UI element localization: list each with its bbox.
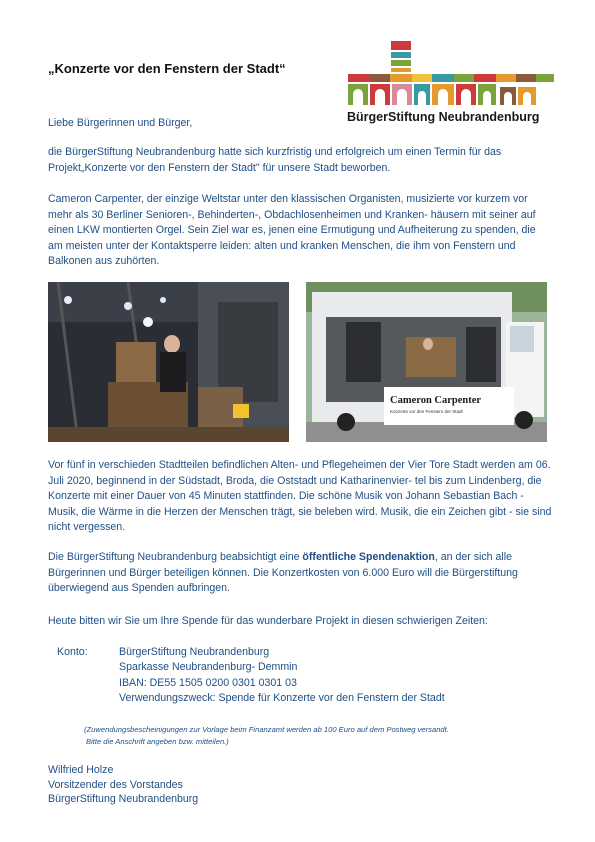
receipt-note: [84, 724, 554, 748]
account-label: Konto:: [57, 646, 88, 658]
photo-organist-stage: [48, 282, 289, 442]
donation-text-start: Die BürgerStiftung Neubrandenburg beabsichtigt eine: [48, 551, 303, 563]
logo-wordmark: BürgerStiftung Neubrandenburg: [347, 110, 540, 124]
signer-org: BürgerStiftung Neubrandenburg: [48, 793, 199, 806]
photo-organ-truck: [306, 282, 547, 442]
account-holder: BürgerStiftung Neubrandenburg: [119, 646, 270, 658]
donation-text-end: , an der sich alle Bürgerinnen und Bürger beteiligen können. Die Konzertkosten von 6.000 Euro will die Bürgerstiftung überwiegend aus Spenden aufbringen.: [48, 551, 518, 595]
receipt-note-line1: (Zuwendungsbescheinigungen zur Vorlage beim Finanzamt werden ab 100 Euro auf dem Postweg versandt.: [84, 725, 449, 734]
salutation: Liebe Bürgerinnen und Bürger,: [48, 117, 193, 129]
signer-role: Vorsitzender des Vorstandes: [48, 778, 183, 791]
signer-name: Wilfried Holze: [48, 764, 114, 776]
paragraph-concerts: Vor fünf in verschieden Stadtteilen befindlichen Alten- und Pflegeheimen der Vier Tore Stadt werden am 06. Juli 2020, beginnend in der Südstadt, Broda, die Oststadt und Katharinenvier- tel bis zum Lindenberg, die Konzerte mit einer Dauer von 45 Minuten stattfinden. Die schöne Musik von Johann Sebastian Bach - Musik, die Wärme in die Herzen der Menschen trägt, sie beleben wird. Musik, die ein Zeichen gibt - sie sind nicht vergessen.: [48, 459, 552, 534]
account-purpose: Verwendungszweck: Spende für Konzerte vor den Fenstern der Stadt: [119, 692, 445, 705]
paragraph-appeal: Heute bitten wir Sie um Ihre Spende für das wunderbare Projekt in diesen schwierigen Zeiten:: [48, 615, 488, 627]
banner-title: Cameron Carpenter: [390, 395, 482, 406]
signature-block: [48, 763, 198, 807]
paragraph-intro: die BürgerStiftung Neubrandenburg hatte sich kurzfristig und erfolgreich um einen Termin für das Projekt„Konzerte vor den Fenstern der Stadt" für unsere Stadt beworben.: [48, 146, 502, 174]
document-title: „Konzerte vor den Fenstern der Stadt“: [48, 61, 286, 76]
receipt-note-line2: Bitte die Anschrift angeben bzw. mitteilen.): [86, 737, 229, 746]
donation-highlight: öffentliche Spendenaktion: [302, 551, 435, 563]
banner-subtitle: Konzerte vor den Fenstern der Stadt: [390, 409, 463, 414]
paragraph-donation: [48, 550, 553, 597]
paragraph-carpenter: Cameron Carpenter, der einzige Weltstar unter den klassischen Organisten, musizierte vor kurzem vor mehr als 30 Berliner Senioren-, Behinderten-, Obdachlosenheimen und Kranken- häusern mit seiner auf einen LKW montierten Orgel. Sein Ziel war es, jenen eine Ermutigung und Aufheiterung zu spenden, die am meisten unter der Kontaktsperre leiden: alten und kranken Menschen, die ihm von Fenstern und Balkonen aus zuhörten.: [48, 193, 536, 268]
account-bank: Sparkasse Neubrandenburg- Demmin: [119, 661, 298, 674]
account-iban: IBAN: DE55 1505 0200 0301 0301 03: [119, 676, 297, 689]
